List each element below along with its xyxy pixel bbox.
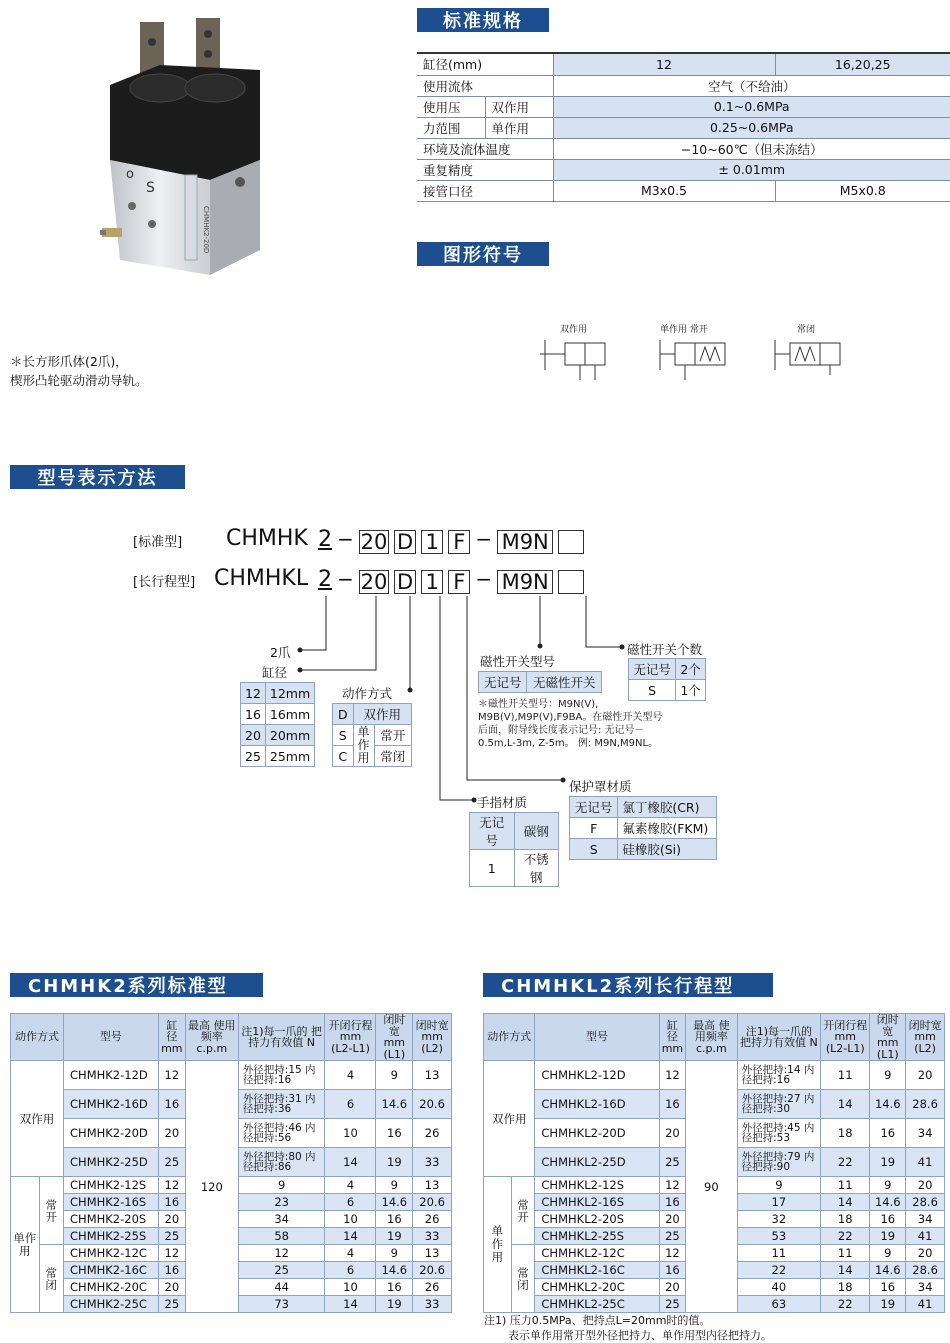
model-cell: CHMHK2-20S [64, 1211, 159, 1228]
dim-cell: 14.6 [870, 1262, 906, 1279]
spec-label: 重复精度 [417, 159, 553, 180]
dim-cell: 14.6 [870, 1194, 906, 1211]
dim-cell: 18 [821, 1211, 870, 1228]
force-cell: 外径把持:79 内径把持:90 [737, 1148, 820, 1177]
model-cell: CHMHK2-25C [64, 1296, 159, 1313]
dim-cell: 9 [870, 1245, 906, 1262]
switch-name: 无磁性开关 [527, 672, 602, 693]
code-act: D [394, 570, 416, 594]
force-cell: 63 [737, 1296, 820, 1313]
finger-name: 不锈钢 [514, 850, 559, 887]
dim-cell: 22 [821, 1228, 870, 1245]
dim-cell: 14.6 [376, 1262, 413, 1279]
code-dash: − [337, 567, 354, 591]
photo-label: CHMHK2-20D [202, 206, 210, 254]
header-cell: 开闭行程 mm (L2-L1) [821, 1014, 870, 1061]
header-cell: 动作方式 [484, 1014, 535, 1061]
bore-code: 20 [241, 725, 266, 746]
dim-cell: 11 [821, 1245, 870, 1262]
dim-cell: 34 [906, 1119, 945, 1148]
freq-cell: 90 [686, 1061, 738, 1313]
dim-cell: 19 [870, 1296, 906, 1313]
bore-cell: 12 [659, 1245, 685, 1262]
code-switch: M9N [497, 530, 553, 554]
spec-label: 接管口径 [417, 180, 553, 201]
dim-cell: 16 [376, 1279, 413, 1296]
force-cell: 9 [238, 1177, 325, 1194]
dim-cell: 4 [325, 1245, 376, 1262]
dim-cell: 9 [870, 1177, 906, 1194]
model-cell: CHMHK2-25S [64, 1228, 159, 1245]
dim-cell: 19 [376, 1296, 413, 1313]
force-cell: 外径把持:80 内径把持:86 [238, 1148, 325, 1177]
model-title: 型号表示方法 [10, 465, 185, 489]
count-label: 磁性开关个数 [627, 642, 703, 657]
switch-note: ＊磁性开关型号：M9N(V), M9B(V),M9P(V),F9BA。在磁性开关型号后面，附导线长度表示记号: 无记号－0.5m,L-3m, Z-5m。 例: M9N,M9NL。 [478, 699, 663, 749]
feature-line-2: 楔形凸轮驱动滑动导轨。 [10, 373, 148, 388]
dim-cell: 20.6 [413, 1090, 452, 1119]
bore-cell: 25 [158, 1148, 185, 1177]
svg-text:S: S [146, 180, 155, 196]
dim-cell: 6 [325, 1090, 376, 1119]
force-cell: 11 [737, 1245, 820, 1262]
header-cell: 闭时宽 mm (L1) [870, 1014, 906, 1061]
freq-cell: 120 [185, 1061, 238, 1313]
bore-cell: 20 [158, 1119, 185, 1148]
dim-cell: 14 [325, 1296, 376, 1313]
dim-cell: 16 [870, 1211, 906, 1228]
dim-cell: 18 [821, 1279, 870, 1296]
bore-cell: 12 [158, 1177, 185, 1194]
long-model-label: [长行程型] [133, 575, 196, 590]
group-sub: 常开 [511, 1177, 535, 1245]
act-label: 动作方式 [342, 686, 393, 701]
std-series-table [10, 1013, 452, 1313]
header-cell: 缸径 mm [659, 1014, 685, 1061]
table-note-1: 注1) 压力0.5MPa、把持点L=20mm时的值。 [484, 1314, 711, 1327]
group-double: 双作用 [484, 1061, 535, 1177]
dim-cell: 33 [413, 1228, 452, 1245]
code-row-std [318, 527, 584, 553]
dim-cell: 16 [870, 1119, 906, 1148]
dim-cell: 20 [906, 1177, 945, 1194]
model-cell: CHMHKL2-16C [535, 1262, 659, 1279]
model-cell: CHMHKL2-20S [535, 1211, 659, 1228]
dim-cell: 20.6 [413, 1262, 452, 1279]
bore-cell: 12 [659, 1177, 685, 1194]
bore-size: 12mm [265, 683, 314, 704]
code-claws: 2 [318, 527, 332, 552]
model-cell: CHMHKL2-12D [535, 1061, 659, 1090]
cover-name: 氟素橡胶(FKM) [618, 818, 717, 839]
dim-cell: 14.6 [376, 1090, 413, 1119]
dim-cell: 16 [376, 1211, 413, 1228]
bore-cell: 16 [659, 1194, 685, 1211]
dim-cell: 28.6 [906, 1194, 945, 1211]
force-cell: 23 [238, 1194, 325, 1211]
spec-value: −10~60℃（但未冻结） [553, 138, 950, 159]
cover-table [569, 796, 717, 860]
dim-cell: 14 [821, 1090, 870, 1119]
code-dash: − [475, 567, 493, 591]
model-cell: CHMHK2-12C [64, 1245, 159, 1262]
bore-size: 20mm [265, 725, 314, 746]
long-model-name: CHMHKL [214, 566, 309, 591]
model-cell: CHMHKL2-25D [535, 1148, 659, 1177]
dim-cell: 34 [906, 1211, 945, 1228]
code-cover: F [448, 530, 470, 554]
dim-cell: 19 [376, 1148, 413, 1177]
svg-text:o: o [126, 167, 134, 182]
group-sub: 常闭 [39, 1245, 63, 1313]
pneumatic-symbols [535, 335, 855, 385]
force-cell: 17 [737, 1194, 820, 1211]
model-cell: CHMHK2-20D [64, 1119, 159, 1148]
bore-code: 25 [241, 746, 266, 767]
model-cell: CHMHK2-25D [64, 1148, 159, 1177]
header-cell: 缸径 mm [158, 1014, 185, 1061]
bore-cell: 25 [659, 1228, 685, 1245]
dim-cell: 41 [906, 1148, 945, 1177]
act-code: C [333, 746, 354, 767]
switch-table [478, 671, 602, 693]
std-model-name: CHMHK [226, 526, 308, 551]
force-cell: 40 [737, 1279, 820, 1296]
code-dash: − [475, 527, 493, 551]
bore-cell: 12 [158, 1061, 185, 1090]
count-table [628, 658, 706, 701]
dim-cell: 18 [821, 1119, 870, 1148]
spec-label: 力范围 [417, 117, 485, 138]
spec-title: 标准规格 [417, 8, 549, 32]
act-name: 常开 [374, 725, 411, 746]
bore-table [240, 682, 315, 767]
dim-cell: 14 [325, 1148, 376, 1177]
count-value: 2个 [676, 659, 706, 680]
force-cell: 外径把持:46 内径把持:56 [238, 1119, 325, 1148]
act-code: D [333, 704, 354, 725]
symbol-label-no: 单作用 常开 [660, 325, 708, 335]
act-name: 常闭 [374, 746, 411, 767]
bore-cell: 16 [158, 1194, 185, 1211]
code-claws: 2 [318, 567, 332, 592]
bore-cell: 20 [158, 1279, 185, 1296]
bore-cell: 20 [659, 1119, 685, 1148]
dim-cell: 14.6 [376, 1194, 413, 1211]
bore-cell: 25 [158, 1296, 185, 1313]
model-cell: CHMHKL2-25S [535, 1228, 659, 1245]
header-cell: 最高 使用频率 c.p.m [185, 1014, 238, 1061]
dim-cell: 33 [413, 1296, 452, 1313]
bore-cell: 16 [158, 1262, 185, 1279]
count-code: S [629, 680, 676, 701]
std-model-label: [标准型] [133, 535, 183, 550]
bore-cell: 25 [158, 1228, 185, 1245]
dim-cell: 9 [870, 1061, 906, 1090]
symbol-label-nc: 常闭 [797, 325, 816, 335]
dim-cell: 19 [870, 1148, 906, 1177]
cover-code: F [570, 818, 618, 839]
header-cell: 闭时宽 mm (L1) [376, 1014, 413, 1061]
dim-cell: 22 [821, 1296, 870, 1313]
dim-cell: 9 [376, 1245, 413, 1262]
group-single: 单作用 [11, 1177, 40, 1313]
model-cell: CHMHKL2-20C [535, 1279, 659, 1296]
dim-cell: 4 [325, 1061, 376, 1090]
bore-cell: 12 [158, 1245, 185, 1262]
dim-cell: 9 [376, 1177, 413, 1194]
dim-cell: 14 [821, 1262, 870, 1279]
bore-code: 12 [241, 683, 266, 704]
cover-code: S [570, 839, 618, 860]
spec-value: M3x0.5 [553, 180, 775, 201]
header-cell: 开闭行程 mm (L2-L1) [325, 1014, 376, 1061]
code-finger: 1 [421, 530, 443, 554]
force-cell: 12 [238, 1245, 325, 1262]
spec-value: ± 0.01mm [553, 159, 950, 180]
force-cell: 25 [238, 1262, 325, 1279]
spec-label: 使用压 [417, 96, 485, 117]
cover-name: 硅橡胶(Si) [618, 839, 717, 860]
dim-cell: 10 [325, 1119, 376, 1148]
dim-cell: 33 [413, 1148, 452, 1177]
bore-cell: 12 [659, 1061, 685, 1090]
dim-cell: 19 [376, 1228, 413, 1245]
code-bore: 20 [360, 569, 388, 594]
dim-cell: 26 [413, 1211, 452, 1228]
force-cell: 外径把持:45 内径把持:53 [737, 1119, 820, 1148]
spec-label: 环境及流体温度 [417, 138, 553, 159]
bore-cell: 25 [659, 1148, 685, 1177]
claws-label: 2爪 [270, 645, 291, 660]
product-photo [100, 10, 275, 280]
finger-code: 1 [470, 850, 515, 887]
header-cell: 动作方式 [11, 1014, 64, 1061]
bore-size: 25mm [265, 746, 314, 767]
spec-label: 缸径(mm) [417, 54, 553, 75]
act-name: 双作用 [353, 704, 411, 725]
bore-cell: 25 [659, 1296, 685, 1313]
model-cell: CHMHK2-12D [64, 1061, 159, 1090]
act-single: 单作用 [353, 725, 374, 767]
spec-table [417, 52, 950, 202]
dim-cell: 11 [821, 1177, 870, 1194]
finger-table [469, 812, 559, 887]
dim-cell: 22 [821, 1148, 870, 1177]
spec-value: 12 [553, 54, 775, 75]
spec-sublabel: 双作用 [485, 96, 553, 117]
finger-label: 手指材质 [477, 795, 528, 810]
force-cell: 9 [737, 1177, 820, 1194]
code-switch: M9N [497, 570, 553, 594]
bore-cell: 20 [659, 1211, 685, 1228]
dim-cell: 13 [413, 1245, 452, 1262]
model-cell: CHMHK2-16S [64, 1194, 159, 1211]
dim-cell: 6 [325, 1262, 376, 1279]
force-cell: 73 [238, 1296, 325, 1313]
model-cell: CHMHKL2-25C [535, 1296, 659, 1313]
force-cell: 32 [737, 1211, 820, 1228]
cover-code: 无记号 [570, 797, 618, 818]
count-value: 1个 [676, 680, 706, 701]
group-single: 单作用 [484, 1177, 512, 1313]
cover-name: 氯丁橡胶(CR) [618, 797, 717, 818]
dim-cell: 14.6 [870, 1090, 906, 1119]
model-cell: CHMHKL2-16D [535, 1090, 659, 1119]
header-cell: 型号 [64, 1014, 159, 1061]
dim-cell: 34 [906, 1279, 945, 1296]
spec-value: 空气（不给油） [553, 75, 950, 96]
header-cell: 型号 [535, 1014, 659, 1061]
dim-cell: 41 [906, 1296, 945, 1313]
model-cell: CHMHK2-16D [64, 1090, 159, 1119]
table-row [11, 1061, 452, 1090]
finger-name: 碳钢 [514, 813, 559, 850]
dim-cell: 16 [376, 1119, 413, 1148]
dim-cell: 14 [325, 1228, 376, 1245]
dim-cell: 13 [413, 1061, 452, 1090]
table-row [484, 1061, 945, 1090]
spec-value: 16,20,25 [775, 54, 950, 75]
header-cell: 最高 使用频率 c.p.m [686, 1014, 738, 1061]
dim-cell: 16 [870, 1279, 906, 1296]
code-cover: F [448, 570, 470, 594]
dim-cell: 20.6 [413, 1194, 452, 1211]
bore-code: 16 [241, 704, 266, 725]
dim-cell: 20 [906, 1061, 945, 1090]
spec-label: 使用流体 [417, 75, 553, 96]
model-cell: CHMHKL2-12C [535, 1245, 659, 1262]
table-note-2: 表示单作用常开型外径把持力、单作用型内径把持力。 [508, 1329, 772, 1342]
code-finger: 1 [421, 570, 443, 594]
code-count [558, 530, 584, 554]
finger-code: 无记号 [470, 813, 515, 850]
code-act: D [394, 530, 416, 554]
long-series-table [483, 1013, 945, 1313]
dim-cell: 26 [413, 1119, 452, 1148]
bore-cell: 16 [659, 1262, 685, 1279]
header-cell: 闭时宽 mm (L2) [413, 1014, 452, 1061]
dim-cell: 13 [413, 1177, 452, 1194]
bore-cell: 20 [158, 1211, 185, 1228]
model-cell: CHMHKL2-20D [535, 1119, 659, 1148]
symbol-title: 图形符号 [417, 242, 549, 266]
bore-cell: 20 [659, 1279, 685, 1296]
bore-cell: 16 [158, 1090, 185, 1119]
dim-cell: 26 [413, 1279, 452, 1296]
bore-cell: 16 [659, 1090, 685, 1119]
force-cell: 外径把持:27 内径把持:30 [737, 1090, 820, 1119]
bore-label: 缸径 [262, 665, 288, 680]
dim-cell: 20 [906, 1245, 945, 1262]
dim-cell: 41 [906, 1228, 945, 1245]
force-cell: 外径把持:14 内径把持:16 [737, 1061, 820, 1090]
model-cell: CHMHK2-16C [64, 1262, 159, 1279]
code-bore: 20 [360, 529, 388, 554]
feature-line-1: ＊长方形爪体(2爪)， [10, 354, 128, 369]
force-cell: 34 [238, 1211, 325, 1228]
force-cell: 44 [238, 1279, 325, 1296]
force-cell: 22 [737, 1262, 820, 1279]
dim-cell: 10 [325, 1211, 376, 1228]
model-cell: CHMHK2-20C [64, 1279, 159, 1296]
dim-cell: 14 [821, 1194, 870, 1211]
dim-cell: 28.6 [906, 1262, 945, 1279]
dim-cell: 4 [325, 1177, 376, 1194]
count-code: 无记号 [629, 659, 676, 680]
spec-sublabel: 单作用 [485, 117, 553, 138]
code-dash: − [337, 527, 354, 551]
dim-cell: 9 [376, 1061, 413, 1090]
bore-size: 16mm [265, 704, 314, 725]
model-cell: CHMHKL2-16S [535, 1194, 659, 1211]
group-double: 双作用 [11, 1061, 64, 1177]
header-cell: 闭时宽 mm (L2) [906, 1014, 945, 1061]
group-sub: 常闭 [511, 1245, 535, 1313]
cover-label: 保护罩材质 [569, 779, 632, 794]
switch-code: 无记号 [479, 672, 527, 693]
model-cell: CHMHKL2-12S [535, 1177, 659, 1194]
act-table [332, 703, 412, 767]
spec-value: 0.1~0.6MPa [553, 96, 950, 117]
dim-cell: 28.6 [906, 1090, 945, 1119]
force-cell: 外径把持:31 内径把持:36 [238, 1090, 325, 1119]
symbol-label-double: 双作用 [560, 325, 588, 335]
long-table-title: CHMHKL2系列长行程型 [483, 973, 773, 997]
std-table-title: CHMHK2系列标准型 [10, 973, 263, 997]
force-cell: 53 [737, 1228, 820, 1245]
dim-cell: 11 [821, 1061, 870, 1090]
group-sub: 常开 [39, 1177, 63, 1245]
switch-label: 磁性开关型号 [480, 654, 556, 669]
header-cell: 注1)每一爪的 把持力有效值 N [737, 1014, 820, 1061]
dim-cell: 19 [870, 1228, 906, 1245]
force-cell: 外径把持:15 内径把持:16 [238, 1061, 325, 1090]
header-cell: 注1)每一爪的 把持力有效值 N [238, 1014, 325, 1061]
spec-value: M5x0.8 [775, 180, 950, 201]
force-cell: 58 [238, 1228, 325, 1245]
model-cell: CHMHK2-12S [64, 1177, 159, 1194]
dim-cell: 6 [325, 1194, 376, 1211]
act-code: S [333, 725, 354, 746]
spec-value: 0.25~0.6MPa [553, 117, 950, 138]
code-connector-lines [0, 590, 950, 810]
dim-cell: 10 [325, 1279, 376, 1296]
